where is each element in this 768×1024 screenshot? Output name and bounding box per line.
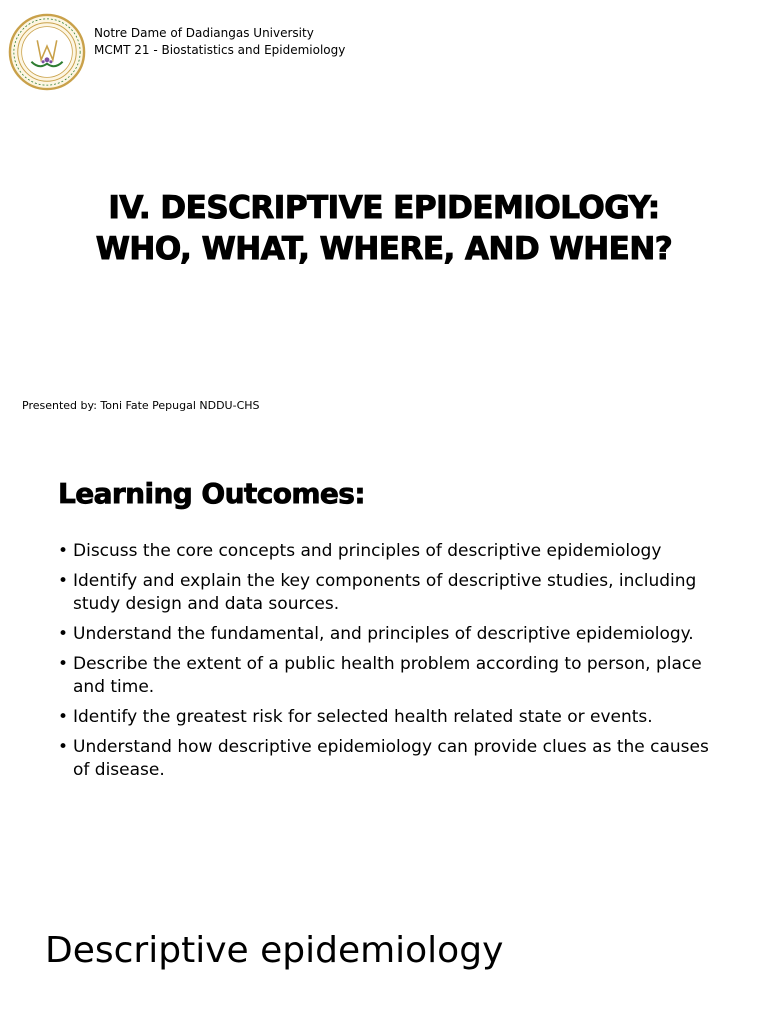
university-name: Notre Dame of Dadiangas University bbox=[94, 26, 314, 40]
list-item-text: Identify the greatest risk for selected health related state or events. bbox=[73, 707, 653, 727]
header bbox=[8, 12, 345, 92]
page-title bbox=[0, 188, 768, 270]
list-item bbox=[58, 540, 718, 563]
list-item bbox=[58, 653, 718, 699]
presenter-credit: Presented by: Toni Fate Pepugal NDDU-CHS bbox=[22, 399, 260, 412]
bullet: • bbox=[58, 737, 69, 757]
header-text bbox=[94, 25, 345, 59]
course-name: MCMT 21 - Biostatistics and Epidemiology bbox=[94, 43, 346, 57]
list-item bbox=[58, 736, 718, 782]
bullet: • bbox=[58, 654, 69, 674]
bullet: • bbox=[58, 541, 69, 561]
learning-outcomes-heading: Learning Outcomes: bbox=[58, 477, 365, 510]
list-item bbox=[58, 570, 718, 616]
learning-outcomes-list bbox=[58, 540, 718, 789]
bullet: • bbox=[58, 571, 69, 591]
list-item-text: Describe the extent of a public health problem according to person, place and time. bbox=[73, 654, 702, 697]
list-item bbox=[58, 706, 718, 729]
list-item-text: Understand how descriptive epidemiology can provide clues as the causes of disease. bbox=[73, 737, 709, 780]
list-item bbox=[58, 623, 718, 646]
section-heading: Descriptive epidemiology bbox=[45, 930, 504, 971]
title-line-1: IV. DESCRIPTIVE EPIDEMIOLOGY: bbox=[108, 190, 660, 226]
bullet: • bbox=[58, 707, 69, 727]
list-item-text: Identify and explain the key components of descriptive studies, including study design and data sources. bbox=[73, 571, 697, 614]
title-line-2: WHO, WHAT, WHERE, AND WHEN? bbox=[95, 231, 673, 267]
list-item-text: Understand the fundamental, and principles of descriptive epidemiology. bbox=[73, 624, 694, 644]
university-seal-icon bbox=[8, 12, 86, 92]
list-item-text: Discuss the core concepts and principles of descriptive epidemiology bbox=[73, 541, 662, 561]
bullet: • bbox=[58, 624, 69, 644]
